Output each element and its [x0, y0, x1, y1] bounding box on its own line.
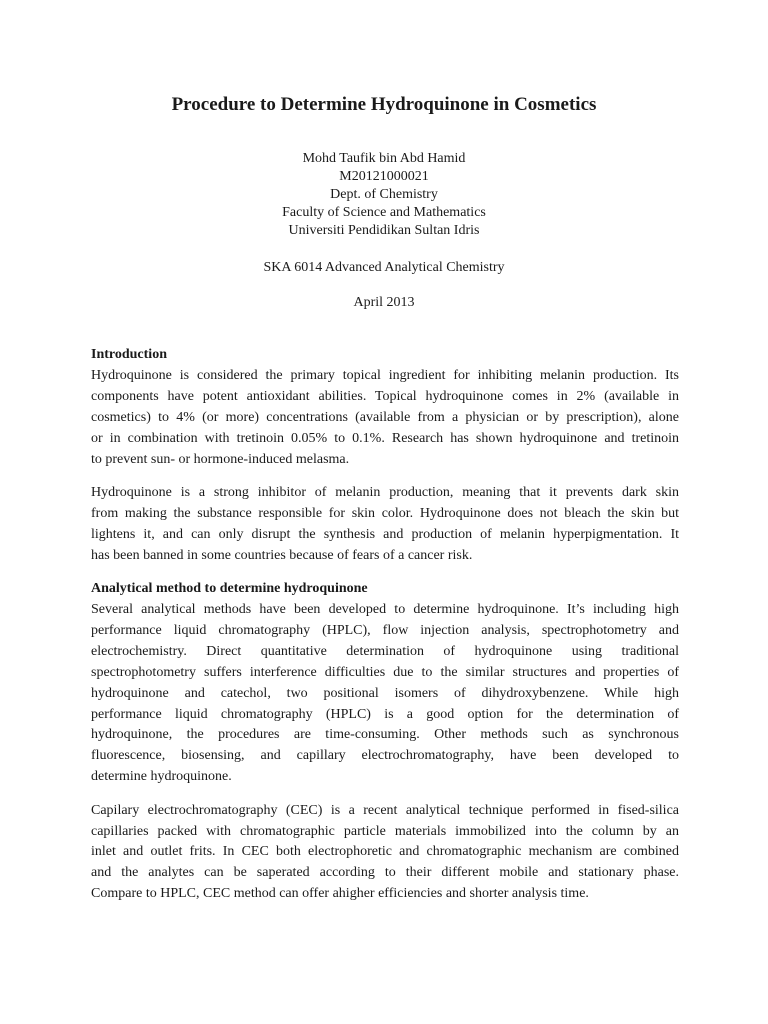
text-line: electrochemistry. Direct quantitative determination of hydroquinone using traditional	[91, 643, 679, 659]
document-body	[91, 345, 679, 905]
text-line: performance liquid chromatography (HPLC) is a good option for the determination of	[91, 706, 679, 722]
document-date: April 2013	[353, 295, 415, 310]
text-line: Several analytical methods have been developed to determine hydroquinone. It’s including high	[91, 601, 679, 617]
text-line: Hydroquinone is considered the primary topical ingredient for inhibiting melanin production. Its	[91, 367, 679, 383]
course-name: SKA 6014 Advanced Analytical Chemistry	[263, 260, 505, 275]
text-line: and the analytes can be saperated according to their different mobile and stationary phase.	[91, 865, 679, 881]
text-line: cosmetics) to 4% (or more) concentrations (available from a physician or by prescription), alone	[91, 409, 679, 425]
text-line: Capilary electrochromatography (CEC) is a recent analytical technique performed in fised-silica	[91, 802, 679, 818]
text-line: inlet and outlet frits. In CEC both electrophoretic and chromatographic mechanism are combined	[91, 844, 679, 860]
text-line: Compare to HPLC, CEC method can offer ahigher efficiencies and shorter analysis time.	[91, 886, 589, 902]
text-line: lightens it, and can only disrupt the synthesis and production of melanin hyperpigmentation. It	[91, 526, 679, 542]
text-line: Hydroquinone is a strong inhibitor of melanin production, meaning that it prevents dark skin	[91, 484, 679, 500]
university: Universiti Pendidikan Sultan Idris	[288, 223, 480, 238]
section-analytical-method	[91, 579, 679, 905]
paragraph	[91, 801, 679, 906]
text-line: spectrophotometry suffers interference difficulties due to the similar structures and properties of	[91, 664, 679, 680]
text-line: from making the substance responsible for skin color. Hydroquinone does not bleach the skin but	[91, 505, 679, 521]
faculty: Faculty of Science and Mathematics	[282, 205, 486, 220]
text-line: hydroquinone and catechol, two positional isomers of dihydroxybenzene. While high	[91, 685, 679, 701]
text-line: components have potent antioxidant abilities. Topical hydroquinone comes in 2% (available in	[91, 388, 679, 404]
paragraph	[91, 483, 679, 567]
text-line: performance liquid chromatography (HPLC), flow injection analysis, spectrophotometry and	[91, 622, 679, 638]
department: Dept. of Chemistry	[330, 187, 438, 202]
text-line: hydroquinone, the procedures are time-consuming. Other methods such as synchronous	[91, 727, 679, 743]
author-name: Mohd Taufik bin Abd Hamid	[302, 151, 466, 166]
section-heading: Analytical method to determine hydroquinone	[91, 581, 368, 597]
text-line: determine hydroquinone.	[91, 769, 232, 785]
section-introduction	[91, 345, 679, 567]
section-heading: Introduction	[91, 347, 167, 362]
document-title: Procedure to Determine Hydroquinone in Cosmetics	[171, 94, 597, 115]
paragraph	[91, 366, 679, 471]
text-line: or in combination with tretinoin 0.05% to 0.1%. Research has shown hydroquinone and tretinoin	[91, 430, 679, 446]
text-line: fluorescence, biosensing, and capillary electrochromatography, have been developed to	[91, 748, 679, 764]
student-id: M20121000021	[339, 169, 429, 184]
text-line: capillaries packed with chromatographic particle materials immobilized into the column by an	[91, 823, 679, 839]
paragraph	[91, 600, 679, 788]
author-block	[0, 150, 768, 240]
text-line: to prevent sun- or hormone-induced melasma.	[91, 451, 350, 467]
text-line: has been banned in some countries because of fears of a cancer risk.	[91, 547, 473, 563]
